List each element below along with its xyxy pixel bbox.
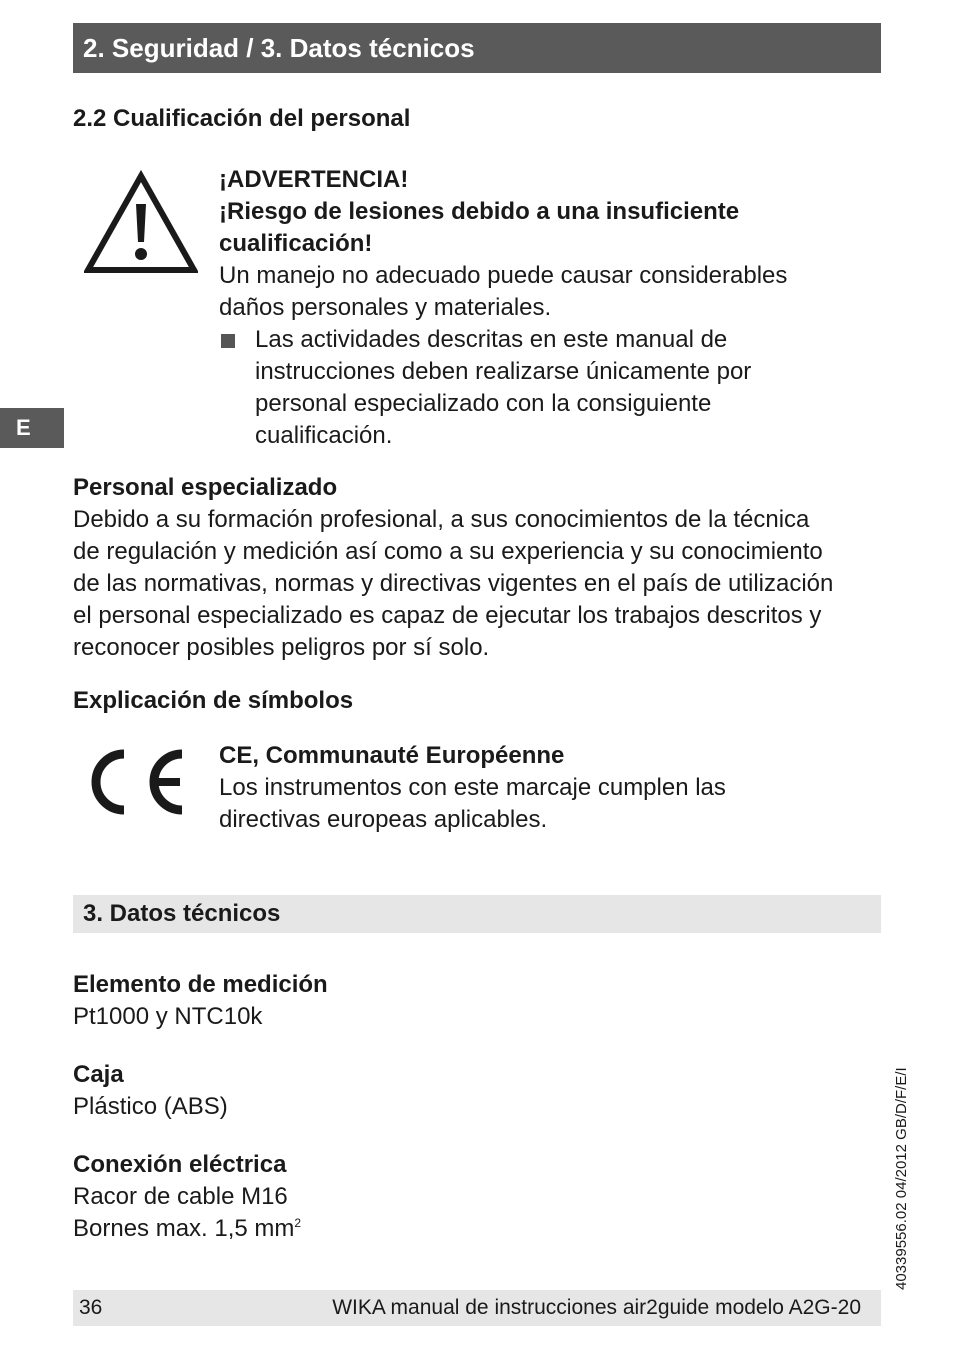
bullet-text-line: cualificación. xyxy=(255,422,393,449)
personal-text-line: reconocer posibles peligros por sí solo. xyxy=(73,634,490,661)
personal-text-line: de regulación y medición así como a su experiencia y su conocimiento xyxy=(73,538,823,565)
superscript: 2 xyxy=(294,1216,302,1230)
ce-description xyxy=(219,740,859,836)
document-code: 40339556.02 04/2012 GB/D/F/E/I xyxy=(893,1067,910,1290)
warning-triangle-icon xyxy=(84,170,198,274)
bullet-text-line: personal especializado con la consiguiente xyxy=(255,390,712,417)
spec-label: Conexión eléctrica xyxy=(73,1151,287,1178)
page-number: 36 xyxy=(79,1296,103,1319)
section-heading-qualification: 2.2 Cualificación del personal xyxy=(73,105,411,132)
personal-section xyxy=(73,472,883,664)
spec-electrical-connection xyxy=(73,1149,673,1245)
warning-block xyxy=(219,164,859,452)
personal-text-line: Debido a su formación profesional, a sus conocimientos de la técnica xyxy=(73,506,810,533)
symbols-heading: Explicación de símbolos xyxy=(73,687,354,714)
language-tab: E xyxy=(0,408,64,448)
spec-case xyxy=(73,1059,673,1123)
bullet-square-icon xyxy=(221,334,235,348)
page-header: 2. Seguridad / 3. Datos técnicos xyxy=(73,23,881,73)
spec-value: Racor de cable M16 xyxy=(73,1183,288,1210)
ce-text-line: Los instrumentos con este marcaje cumplen las xyxy=(219,774,726,801)
warning-subtitle-line: ¡Riesgo de lesiones debido a una insuficiente xyxy=(219,198,740,225)
spec-value xyxy=(73,1213,673,1245)
personal-text-line: de las normativas, normas y directivas vigentes en el país de utilización xyxy=(73,570,834,597)
ce-text-line: directivas europeas aplicables. xyxy=(219,806,548,833)
bullet-text-line: Las actividades descritas en este manual de xyxy=(255,326,728,353)
bullet-text-line: instrucciones deben realizarse únicamente por xyxy=(255,358,752,385)
personal-heading: Personal especializado xyxy=(73,474,338,501)
warning-subtitle-line: cualificación! xyxy=(219,230,373,257)
warning-bullet xyxy=(219,324,859,452)
warning-title: ¡ADVERTENCIA! xyxy=(219,166,409,193)
spec-label: Elemento de medición xyxy=(73,971,328,998)
ce-mark-icon xyxy=(84,744,188,820)
section-heading-technical: 3. Datos técnicos xyxy=(73,895,881,933)
personal-text-line: el personal especializado es capaz de ejecutar los trabajos descritos y xyxy=(73,602,822,629)
spec-value-text: Bornes max. 1,5 mm xyxy=(73,1215,295,1242)
warning-text-line: Un manejo no adecuado puede causar considerables xyxy=(219,262,788,289)
warning-text-line: daños personales y materiales. xyxy=(219,294,552,321)
spec-value: Pt1000 y NTC10k xyxy=(73,1003,263,1030)
spec-label: Caja xyxy=(73,1061,124,1088)
spec-value: Plástico (ABS) xyxy=(73,1093,228,1120)
spec-measuring-element xyxy=(73,969,673,1033)
footer-title: WIKA manual de instrucciones air2guide modelo A2G-20 xyxy=(332,1296,861,1319)
ce-title: CE, Communauté Européenne xyxy=(219,742,565,769)
page-footer xyxy=(73,1290,881,1326)
